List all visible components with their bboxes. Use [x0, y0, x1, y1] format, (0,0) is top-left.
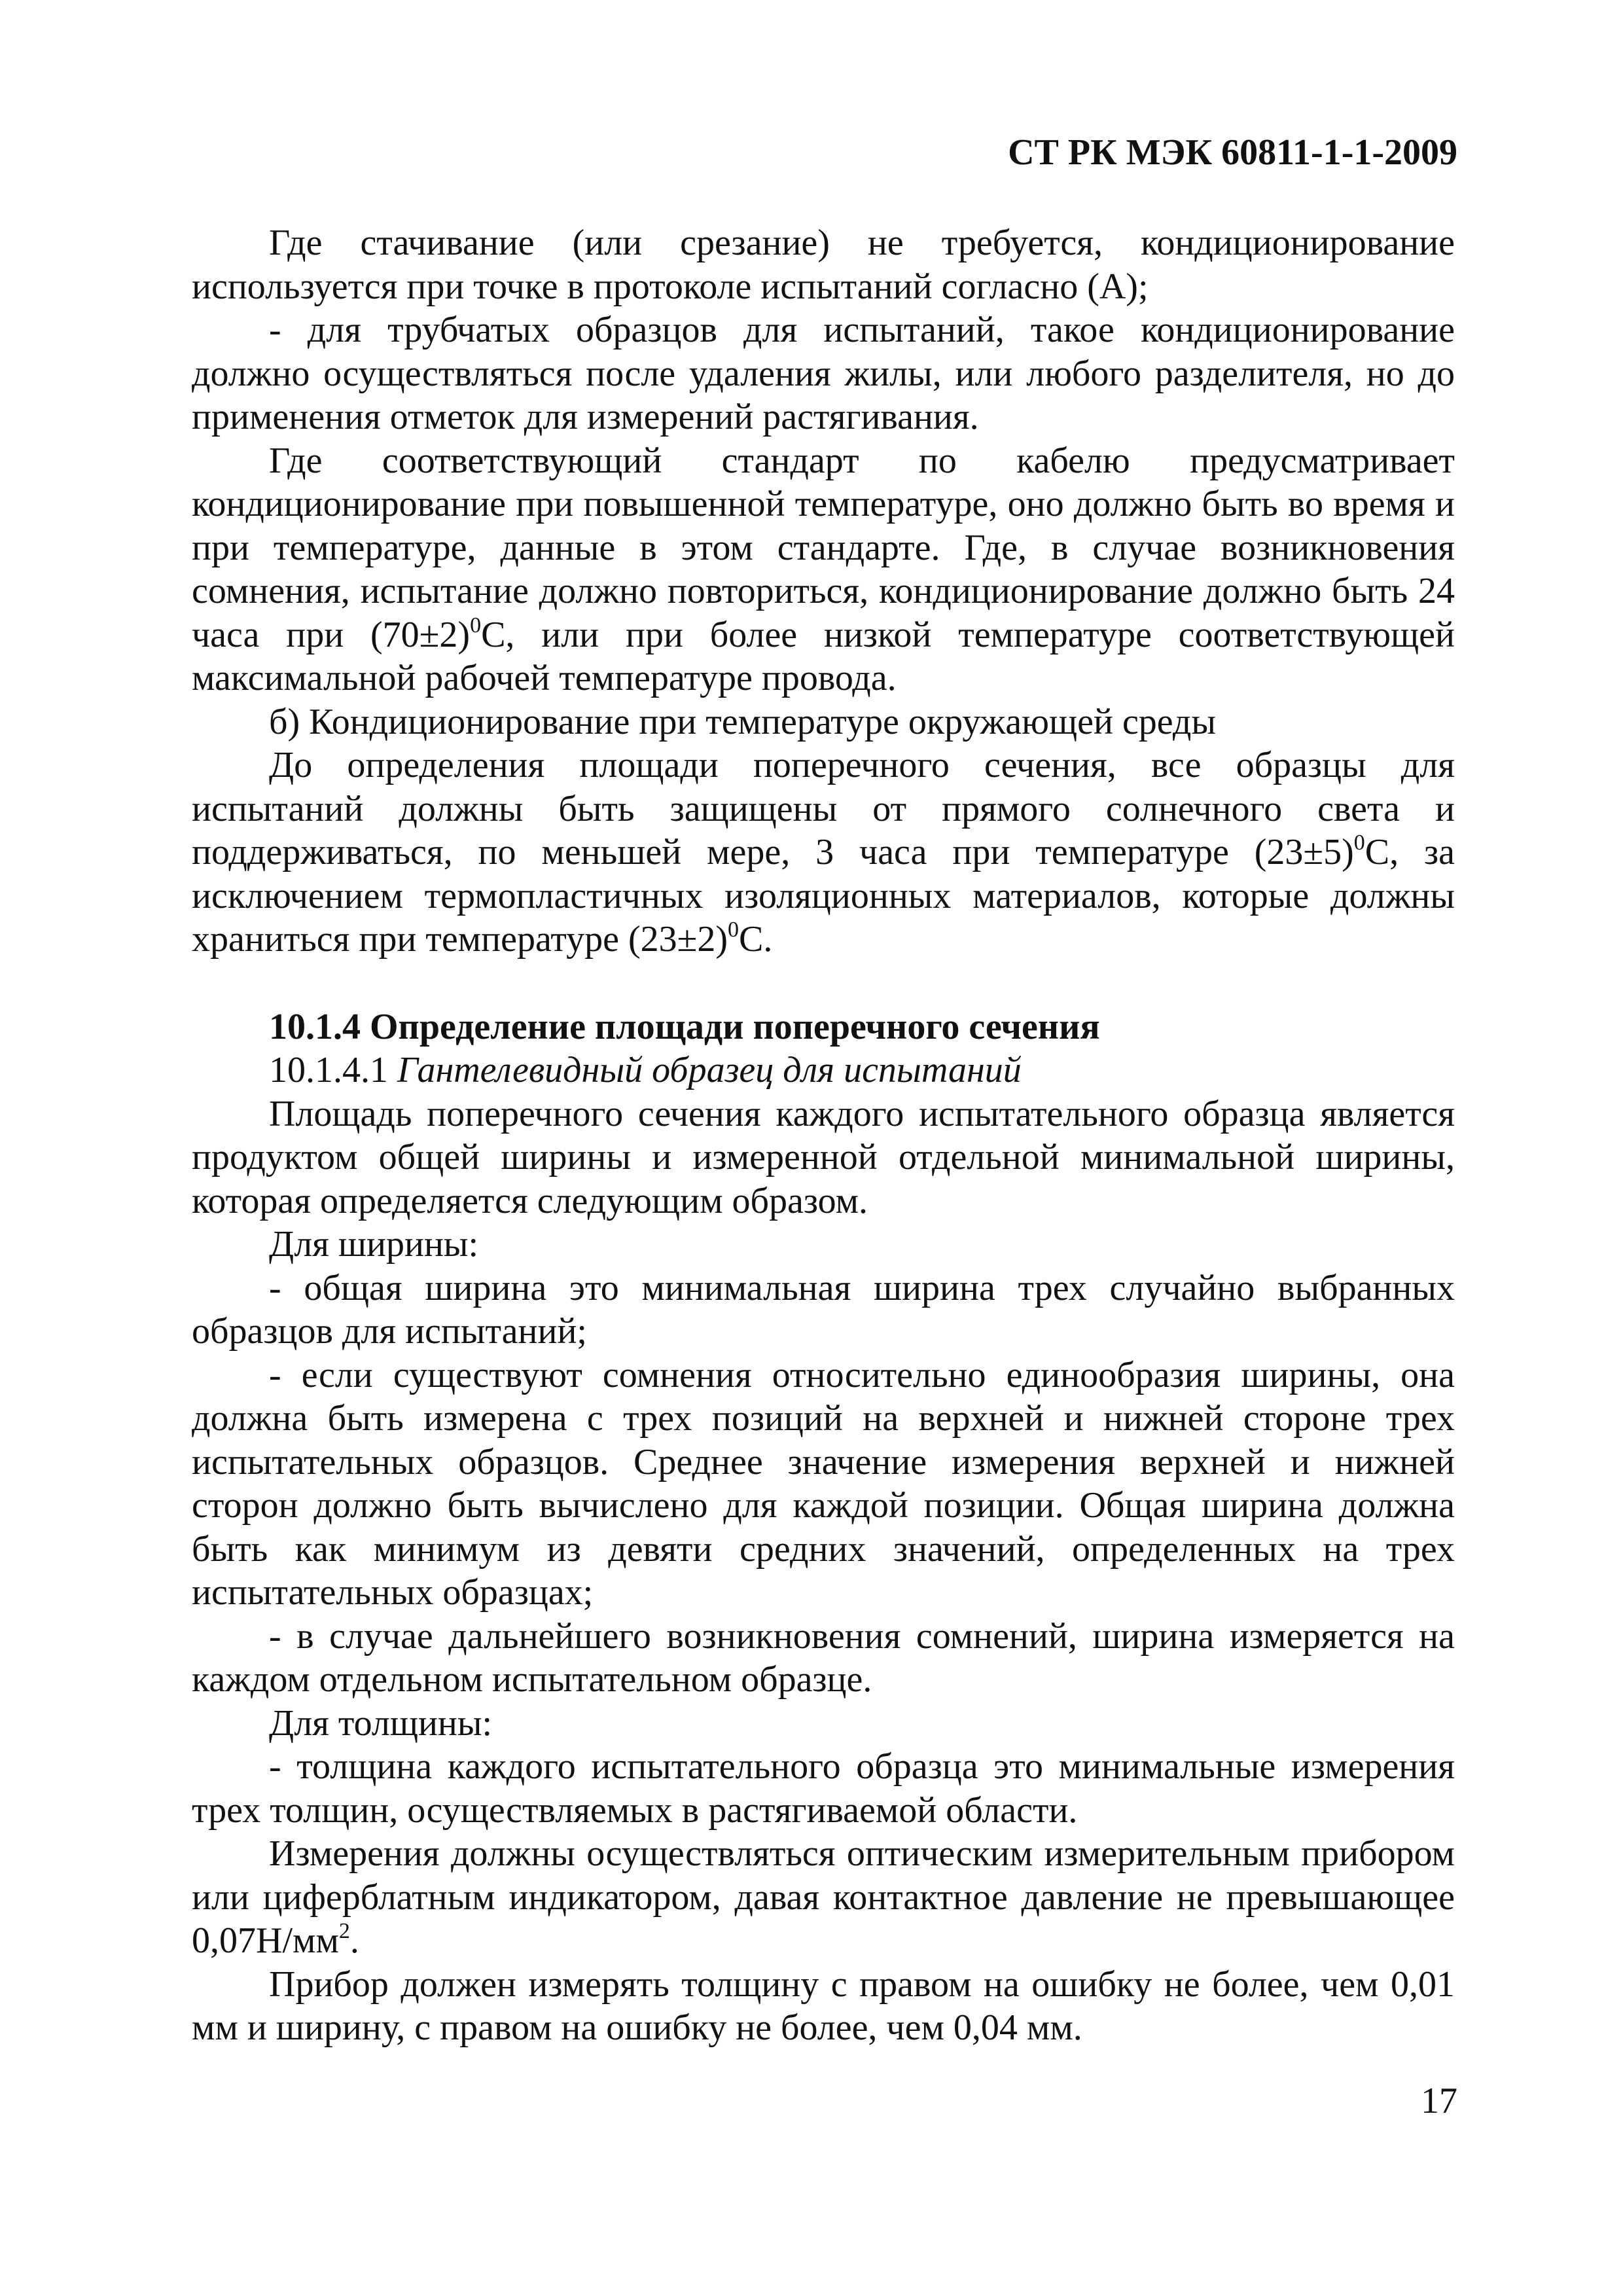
paragraph-text: С, или при более низкой температуре соответствующей максимальной рабочей температуре провода.	[192, 614, 1455, 698]
body-text	[192, 221, 1455, 2050]
superscript: 0	[727, 918, 739, 942]
paragraph-text: Где соответствующий стандарт по кабелю предусматривает кондиционирование при повышенной температуре, оно должно быть во время и при температуре, данные в этом стандарте. Где, в случае возникновения сомнения, испытание должно повториться, кондиционирование должно быть 24 часа при (70±2)	[192, 440, 1455, 655]
list-item: - если существуют сомнения относительно единообразия ширины, она должна быть измерена с трех позиций на верхней и нижней стороне трех испытательных образцов. Среднее значение измерения верхней и нижней сторон должно быть вычислено для каждой позиции. Общая ширина должна быть как минимум из девяти средних значений, определенных на трех испытательных образцах;	[192, 1354, 1455, 1613]
paragraph-text: С.	[738, 919, 773, 960]
subsection-number: 10.1.4.1	[269, 1050, 388, 1090]
page-number: 17	[1421, 2081, 1457, 2121]
paragraph-text: С, за исключением термопластичных изоляционных материалов, которые должны храниться при температуре (23±2)	[192, 832, 1455, 960]
paragraph	[192, 439, 1455, 700]
subsection-heading	[192, 1049, 1455, 1092]
paragraph-text: .	[349, 1920, 359, 1961]
paragraph: Для ширины:	[269, 1224, 479, 1265]
section-heading: 10.1.4 Определение площади поперечного сечения	[269, 1006, 1100, 1047]
paragraph-text: Измерения должны осуществляться оптическим измерительным прибором или циферблатным индикатором, давая контактное давление не превышающее 0,07Н/мм	[192, 1833, 1455, 1961]
paragraph: Для толщины:	[269, 1702, 493, 1744]
list-item: - общая ширина это минимальная ширина трех случайно выбранных образцов для испытаний;	[192, 1267, 1455, 1352]
paragraph: Прибор должен измерять толщину с правом на ошибку не более, чем 0,01 мм и ширину, с правом на ошибку не более, чем 0,04 мм.	[192, 1964, 1455, 2048]
paragraph	[192, 744, 1455, 961]
paragraph: - для трубчатых образцов для испытаний, такое кондиционирование должно осуществляться после удаления жилы, или любого разделителя, но до применения отметок для измерений растягивания.	[192, 310, 1455, 437]
paragraph: б) Кондиционирование при температуре окружающей среды	[269, 701, 1217, 742]
document-code-header: СТ РК МЭК 60811-1-1-2009	[1008, 132, 1457, 173]
list-item: - толщина каждого испытательного образца это минимальные измерения трех толщин, осуществляемых в растягиваемой области.	[192, 1746, 1455, 1831]
superscript: 0	[470, 613, 482, 637]
superscript: 0	[1353, 831, 1365, 855]
paragraph	[192, 1832, 1455, 1963]
paragraph-text: До определения площади поперечного сечения, все образцы для испытаний должны быть защищены от прямого солнечного света и поддерживаться, по меньшей мере, 3 часа при температуре (23±5)	[192, 745, 1455, 872]
paragraph: Площадь поперечного сечения каждого испытательного образца является продуктом общей ширины и измеренной отдельной минимальной ширины, которая определяется следующим образом.	[192, 1093, 1455, 1221]
list-item: - в случае дальнейшего возникновения сомнений, ширина измеряется на каждом отдельном испытательном образце.	[192, 1615, 1455, 1700]
paragraph: Где стачивание (или срезание) не требуется, кондиционирование используется при точке в протоколе испытаний согласно (А);	[192, 223, 1455, 307]
superscript: 2	[338, 1919, 350, 1943]
subsection-title: Гантелевидный образец для испытаний	[397, 1050, 1022, 1090]
